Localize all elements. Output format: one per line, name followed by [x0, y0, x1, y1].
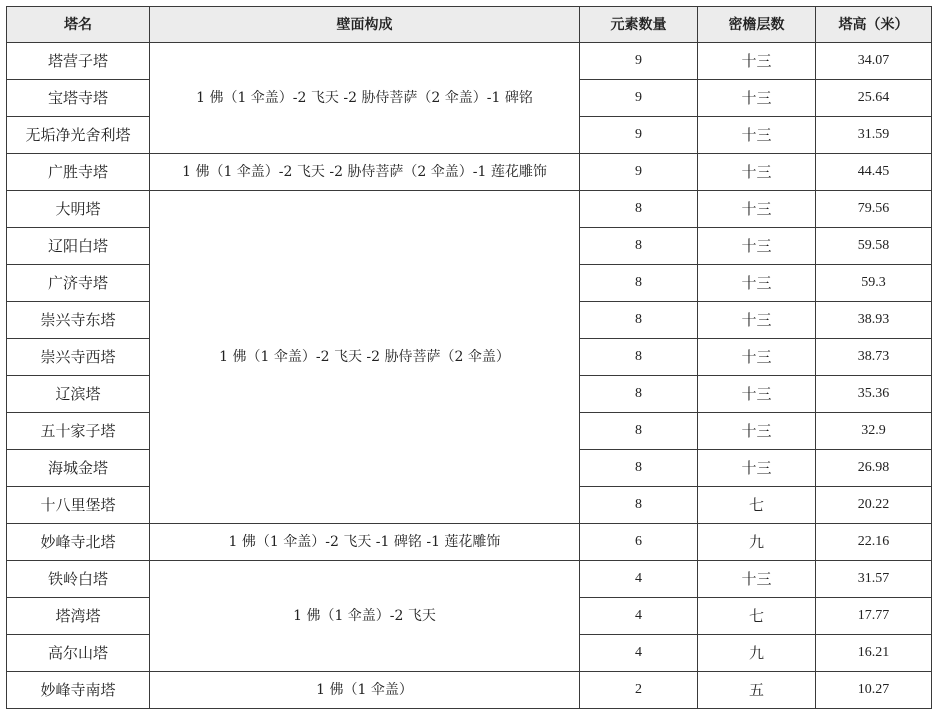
element-count-cell: 8 [580, 302, 698, 339]
pagoda-name-cell: 无垢净光舍利塔 [7, 117, 150, 154]
element-count-cell: 9 [580, 154, 698, 191]
pagoda-height-cell: 38.73 [816, 339, 932, 376]
pagoda-table [6, 6, 932, 709]
header-row [7, 7, 932, 43]
element-count-cell: 8 [580, 191, 698, 228]
eave-layers-cell: 十三 [698, 154, 816, 191]
pagoda-height-cell: 34.07 [816, 43, 932, 80]
composition-cell: 1 佛（1 伞盖）-2 飞天 -2 胁侍菩萨（2 伞盖）-1 碑铭 [150, 43, 580, 154]
pagoda-height-cell: 26.98 [816, 450, 932, 487]
pagoda-height-cell: 10.27 [816, 672, 932, 709]
pagoda-height-cell: 38.93 [816, 302, 932, 339]
pagoda-height-cell: 59.3 [816, 265, 932, 302]
element-count-cell: 4 [580, 635, 698, 672]
element-count-cell: 8 [580, 228, 698, 265]
pagoda-name-cell: 辽滨塔 [7, 376, 150, 413]
pagoda-name-cell: 崇兴寺东塔 [7, 302, 150, 339]
eave-layers-cell: 七 [698, 487, 816, 524]
element-count-cell: 4 [580, 561, 698, 598]
eave-layers-cell: 九 [698, 635, 816, 672]
composition-cell: 1 佛（1 伞盖）-2 飞天 -2 胁侍菩萨（2 伞盖） [150, 191, 580, 524]
pagoda-height-cell: 25.64 [816, 80, 932, 117]
eave-layers-cell: 十三 [698, 80, 816, 117]
composition-cell: 1 佛（1 伞盖） [150, 672, 580, 709]
pagoda-name-cell: 妙峰寺南塔 [7, 672, 150, 709]
pagoda-name-cell: 五十家子塔 [7, 413, 150, 450]
eave-layers-cell: 十三 [698, 191, 816, 228]
pagoda-height-cell: 16.21 [816, 635, 932, 672]
header-count: 元素数量 [580, 7, 698, 43]
pagoda-height-cell: 32.9 [816, 413, 932, 450]
pagoda-height-cell: 17.77 [816, 598, 932, 635]
element-count-cell: 8 [580, 487, 698, 524]
eave-layers-cell: 九 [698, 524, 816, 561]
eave-layers-cell: 十三 [698, 302, 816, 339]
pagoda-name-cell: 宝塔寺塔 [7, 80, 150, 117]
eave-layers-cell: 十三 [698, 117, 816, 154]
header-name: 塔名 [7, 7, 150, 43]
element-count-cell: 2 [580, 672, 698, 709]
element-count-cell: 8 [580, 339, 698, 376]
pagoda-name-cell: 塔湾塔 [7, 598, 150, 635]
element-count-cell: 4 [580, 598, 698, 635]
pagoda-height-cell: 20.22 [816, 487, 932, 524]
element-count-cell: 9 [580, 80, 698, 117]
element-count-cell: 8 [580, 450, 698, 487]
pagoda-name-cell: 塔营子塔 [7, 43, 150, 80]
pagoda-name-cell: 妙峰寺北塔 [7, 524, 150, 561]
header-layers: 密檐层数 [698, 7, 816, 43]
element-count-cell: 9 [580, 117, 698, 154]
table-header [7, 7, 932, 43]
header-composition: 壁面构成 [150, 7, 580, 43]
table-body [7, 43, 932, 709]
pagoda-height-cell: 35.36 [816, 376, 932, 413]
pagoda-name-cell: 崇兴寺西塔 [7, 339, 150, 376]
eave-layers-cell: 十三 [698, 339, 816, 376]
table-row [7, 672, 932, 709]
table-row [7, 561, 932, 598]
header-height: 塔高（米） [816, 7, 932, 43]
eave-layers-cell: 五 [698, 672, 816, 709]
pagoda-name-cell: 海城金塔 [7, 450, 150, 487]
pagoda-height-cell: 22.16 [816, 524, 932, 561]
pagoda-name-cell: 辽阳白塔 [7, 228, 150, 265]
table-row [7, 191, 932, 228]
composition-cell: 1 佛（1 伞盖）-2 飞天 [150, 561, 580, 672]
element-count-cell: 9 [580, 43, 698, 80]
pagoda-height-cell: 31.59 [816, 117, 932, 154]
pagoda-name-cell: 大明塔 [7, 191, 150, 228]
table-row [7, 154, 932, 191]
element-count-cell: 6 [580, 524, 698, 561]
pagoda-name-cell: 十八里堡塔 [7, 487, 150, 524]
table-row [7, 524, 932, 561]
pagoda-height-cell: 79.56 [816, 191, 932, 228]
element-count-cell: 8 [580, 413, 698, 450]
table-row [7, 43, 932, 80]
pagoda-name-cell: 高尔山塔 [7, 635, 150, 672]
eave-layers-cell: 十三 [698, 265, 816, 302]
pagoda-height-cell: 44.45 [816, 154, 932, 191]
eave-layers-cell: 十三 [698, 43, 816, 80]
pagoda-name-cell: 铁岭白塔 [7, 561, 150, 598]
eave-layers-cell: 十三 [698, 376, 816, 413]
eave-layers-cell: 十三 [698, 561, 816, 598]
pagoda-height-cell: 59.58 [816, 228, 932, 265]
pagoda-name-cell: 广胜寺塔 [7, 154, 150, 191]
eave-layers-cell: 十三 [698, 228, 816, 265]
composition-cell: 1 佛（1 伞盖）-2 飞天 -1 碑铭 -1 莲花雕饰 [150, 524, 580, 561]
eave-layers-cell: 十三 [698, 413, 816, 450]
element-count-cell: 8 [580, 265, 698, 302]
eave-layers-cell: 七 [698, 598, 816, 635]
element-count-cell: 8 [580, 376, 698, 413]
eave-layers-cell: 十三 [698, 450, 816, 487]
pagoda-height-cell: 31.57 [816, 561, 932, 598]
composition-cell: 1 佛（1 伞盖）-2 飞天 -2 胁侍菩萨（2 伞盖）-1 莲花雕饰 [150, 154, 580, 191]
pagoda-name-cell: 广济寺塔 [7, 265, 150, 302]
